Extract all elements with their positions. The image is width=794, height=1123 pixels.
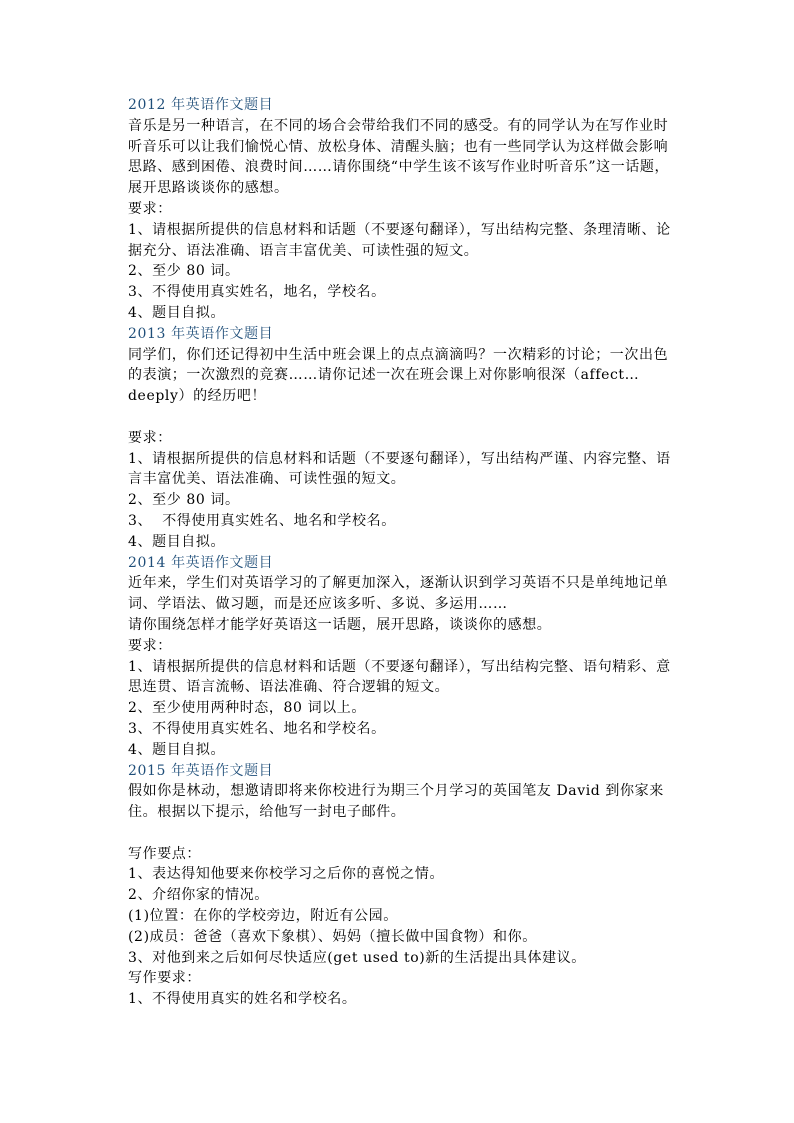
- prompt-2014: 近年来，学生们对英语学习的了解更加深入，逐渐认识到学习英语不只是单纯地记单词、学语法、做习题，而是还应该多听、多说、多运用……: [128, 575, 669, 613]
- requirement-item: 3、 不得使用真实姓名、地名和学校名。: [128, 512, 396, 529]
- requirement-item: 2、至少使用两种时态，80 词以上。: [128, 700, 366, 717]
- writing-points-title: 写作要点：: [128, 845, 201, 862]
- requirement-item: 4、题目自拟。: [128, 741, 226, 758]
- blank-line: [128, 407, 673, 428]
- blank-line: [128, 823, 673, 844]
- requirement-item: 2、至少 80 词。: [128, 492, 240, 509]
- writing-subpoint: (1)位置：在你的学校旁边，附近有公园。: [128, 908, 398, 925]
- section-heading-2012: 2012 年英语作文题目: [128, 97, 274, 113]
- requirement-item: 1、请根据所提供的信息材料和话题（不要逐句翻译），写出结构完整、条理清晰、论据充分、语法准确、语言丰富优美、可读性强的短文。: [128, 221, 671, 259]
- prompt-2012: 音乐是另一种语言，在不同的场合会带给我们不同的感受。有的同学认为在写作业时听音乐可以让我们愉悦心情、放松身体、清醒头脑；也有一些同学认为这样做会影响思路、感到困倦、浪费时间……请你围绕“中学生该不该写作业时听音乐”这一话题，展开思路谈谈你的感想。: [128, 117, 670, 197]
- prompt-2014-continued: 请你围绕怎样才能学好英语这一话题，展开思路，谈谈你的感想。: [128, 616, 552, 633]
- section-heading-2014: 2014 年英语作文题目: [128, 554, 274, 571]
- requirement-item: 4、题目自拟。: [128, 533, 226, 550]
- section-heading-2013: 2013 年英语作文题目: [128, 325, 274, 342]
- prompt-2015: 假如你是林动，想邀请即将来你校进行为期三个月学习的英国笔友 David 到你家来住。根据以下提示，给他写一封电子邮件。: [128, 783, 664, 821]
- section-heading-2015: 2015 年英语作文题目: [128, 762, 274, 779]
- requirement-item: 1、请根据所提供的信息材料和话题（不要逐句翻译），写出结构严谨、内容完整、语言丰富优美、语法准确、可读性强的短文。: [128, 450, 671, 488]
- writing-point: 2、介绍你家的情况。: [128, 887, 269, 904]
- writing-point: 1、表达得知他要来你校学习之后你的喜悦之情。: [128, 866, 445, 883]
- requirement-item: 3、不得使用真实姓名，地名，学校名。: [128, 284, 386, 301]
- requirement-item: 2、至少 80 词。: [128, 263, 240, 280]
- requirements-title: 要求：: [128, 637, 172, 654]
- requirement-item: 1、不得使用真实的姓名和学校名。: [128, 991, 357, 1008]
- requirement-item: 1、请根据所提供的信息材料和话题（不要逐句翻译），写出结构完整、语句精彩、意思连贯、语言流畅、语法准确、符合逻辑的短文。: [128, 658, 671, 696]
- writing-point: 3、对他到来之后如何尽快适应(get used to)新的生活提出具体建议。: [128, 949, 586, 966]
- requirements-title: 要求：: [128, 429, 172, 446]
- writing-requirements-title: 写作要求：: [128, 970, 201, 987]
- requirement-item: 3、不得使用真实姓名、地名和学校名。: [128, 720, 386, 737]
- prompt-2013: 同学们，你们还记得初中生活中班会课上的点点滴滴吗？一次精彩的讨论；一次出色的表演；一次激烈的竞赛……请你记述一次在班会课上对你影响很深（affect…deeply）的经历吧！: [128, 346, 669, 405]
- requirements-title: 要求：: [128, 200, 172, 217]
- requirement-item: 4、题目自拟。: [128, 304, 226, 321]
- document-page: [128, 95, 673, 1010]
- writing-subpoint: (2)成员：爸爸（喜欢下象棋）、妈妈（擅长做中国食物）和你。: [128, 928, 537, 945]
